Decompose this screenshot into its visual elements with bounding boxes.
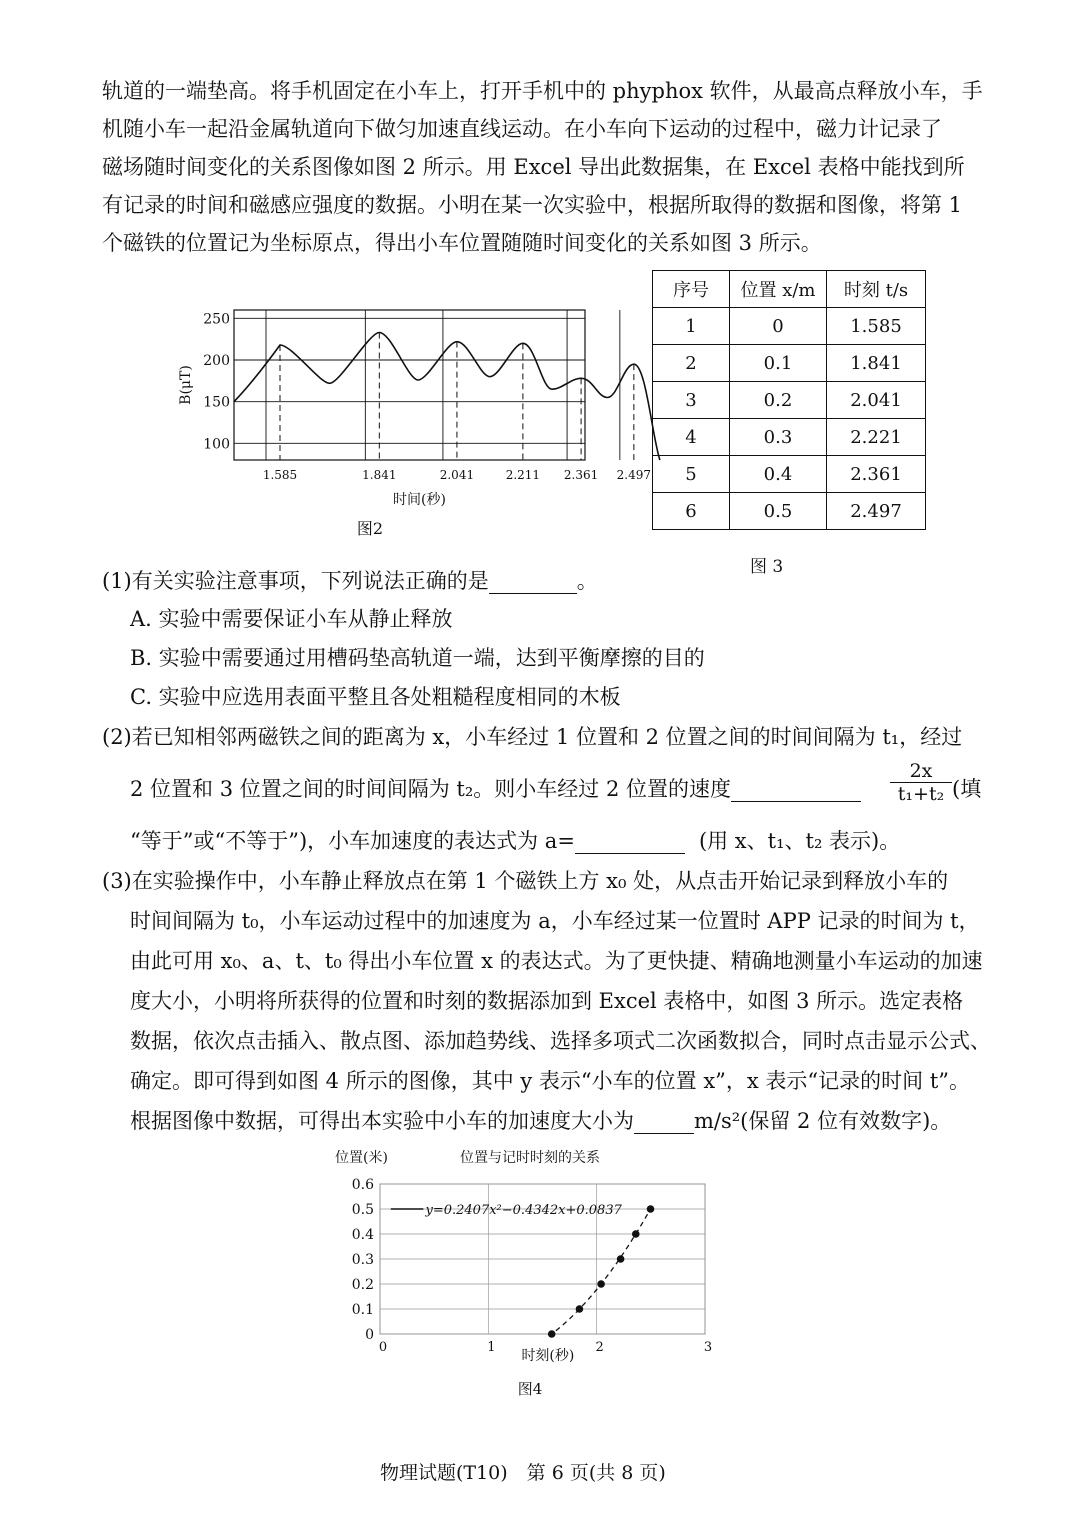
data-point (647, 1205, 655, 1213)
table-row (653, 382, 926, 419)
table-cell: 1.585 (827, 308, 926, 345)
q3-line-5: 数据，依次点击插入、散点图、添加趋势线、选择多项式二次函数拟合，同时点击显示公式、 (130, 1029, 991, 1053)
table-cell: 2 (653, 345, 730, 382)
q2-fraction-denominator: t₁+t₂ (897, 783, 945, 805)
table-header-cell: 位置 x/m (730, 271, 827, 308)
intro-line-5: 个磁铁的位置记为坐标原点，得出小车位置随随时间变化的关系如图 3 所示。 (102, 231, 822, 255)
q2-line-1: (2)若已知相邻两磁铁之间的距离为 x，小车经过 1 位置和 2 位置之间的时间间隔为 t₁，经过 (102, 725, 963, 749)
q3-line-2: 时间间隔为 t₀，小车运动过程中的加速度为 a，小车经过某一位置时 APP 记录的时间为 t， (130, 909, 980, 933)
x-axis-label: 时间(秒) (393, 492, 446, 508)
figure-2-plot (178, 310, 660, 508)
x-tick-label: 1.841 (362, 468, 397, 482)
y-tick-label: 0.6 (351, 1177, 374, 1193)
y-tick-label: 100 (203, 436, 230, 453)
q2-answer-blank-1 (731, 781, 861, 802)
q2-line-3-end: (用 x、t₁、t₂ 表示)。 (698, 829, 901, 853)
figure-2-caption: 图2 (356, 519, 384, 538)
data-point (632, 1230, 640, 1238)
x-tick-label: 1.585 (262, 468, 298, 482)
q1-stem (102, 568, 598, 594)
q1-option-a: A. 实验中需要保证小车从静止释放 (130, 607, 453, 631)
x-tick-label: 0 (378, 1340, 388, 1355)
table-cell: 1.841 (827, 345, 926, 382)
q3-line-4: 度大小，小明将所获得的位置和时刻的数据添加到 Excel 表格中，如图 3 所示。选定表格 (130, 989, 964, 1013)
chart-title: 位置与记时时刻的关系 (460, 1150, 600, 1166)
x-tick-label: 3 (703, 1340, 713, 1355)
x-tick-label: 2.497 (616, 468, 652, 482)
y-tick-label: 200 (203, 353, 230, 369)
table-cell: 0.4 (730, 456, 827, 493)
figure-3-caption: 图 3 (750, 557, 784, 577)
y-tick-label: 0.4 (351, 1227, 374, 1243)
q2-answer-blank-2 (575, 833, 685, 854)
q1-option-b: B. 实验中需要通过用槽码垫高轨道一端，达到平衡摩擦的目的 (130, 646, 705, 670)
q2-line-2 (130, 776, 861, 802)
trend-line (548, 1210, 650, 1334)
y-tick-label: 0 (365, 1327, 374, 1343)
intro-line-3: 磁场随时间变化的关系图像如图 2 所示。用 Excel 导出此数据集，在 Excel 表格中能找到所 (102, 155, 965, 179)
figure-4-caption: 图4 (517, 1380, 543, 1398)
y-tick-label: 0.3 (351, 1252, 374, 1268)
q3-line-7-text: 根据图像中数据，可得出本实验中小车的加速度大小为 (130, 1109, 634, 1133)
table-row (653, 493, 926, 530)
x-tick-label: 1 (487, 1340, 496, 1355)
table-row (653, 345, 926, 382)
table-cell: 2.221 (827, 419, 926, 456)
q3-answer-blank (634, 1113, 694, 1134)
table-cell: 2.497 (827, 493, 926, 530)
table-header-cell: 时刻 t/s (827, 271, 926, 308)
table-cell: 0 (730, 308, 827, 345)
trend-equation: y=0.2407x²−0.4342x+0.0837 (425, 1203, 622, 1218)
table-cell: 2.361 (827, 456, 926, 493)
data-point (597, 1280, 605, 1288)
table-header-cell: 序号 (653, 271, 730, 308)
q2-fill-hint: (填 (952, 777, 982, 801)
x-tick-label: 2.361 (563, 468, 599, 482)
y-tick-label: 150 (203, 394, 230, 411)
table-row (653, 419, 926, 456)
q3-line-3: 由此可用 x₀、a、t、t₀ 得出小车位置 x 的表达式。为了更快捷、精确地测量小车运动的加速 (130, 949, 983, 973)
q1-option-c: C. 实验中应选用表面平整且各处粗糙程度相同的木板 (130, 685, 621, 709)
x-tick-label: 2 (595, 1340, 604, 1355)
table-cell: 2.041 (827, 382, 926, 419)
q1-stem-end: 。 (576, 569, 598, 593)
y-tick-label: 250 (203, 311, 230, 328)
table-cell: 5 (653, 456, 730, 493)
table-cell: 1 (653, 308, 730, 345)
table-cell: 3 (653, 382, 730, 419)
q2-fraction (890, 760, 952, 805)
plot-frame (234, 310, 585, 460)
figure-4-plot (335, 1149, 712, 1364)
table-cell: 0.2 (730, 382, 827, 419)
x-axis-label: 时刻(秒) (521, 1348, 575, 1364)
q3-line-7-end: m/s²(保留 2 位有效数字)。 (694, 1109, 952, 1133)
table-cell: 0.1 (730, 345, 827, 382)
q3-line-7 (130, 1108, 951, 1134)
figure-2-chart (170, 300, 652, 540)
figure-3-table (652, 270, 926, 530)
intro-line-2: 机随小车一起沿金属轨道向下做匀加速直线运动。在小车向下运动的过程中，磁力计记录了 (102, 117, 942, 141)
page-footer: 物理试题(T10) 第 6 页(共 8 页) (380, 1462, 666, 1484)
table-header-row (653, 271, 926, 308)
table-row (653, 456, 926, 493)
x-tick-label: 2.211 (505, 468, 541, 482)
data-point (576, 1305, 584, 1313)
data-point (617, 1255, 625, 1263)
y-tick-label: 0.1 (351, 1302, 374, 1318)
y-tick-label: 0.2 (351, 1277, 374, 1293)
magnetic-field-curve (234, 333, 660, 461)
y-tick-label: 0.5 (351, 1202, 374, 1218)
q3-line-1: (3)在实验操作中，小车静止释放点在第 1 个磁铁上方 x₀ 处，从点击开始记录到释放小车的 (102, 869, 949, 893)
y-axis-label: 位置(米) (335, 1150, 388, 1166)
table-cell: 0.5 (730, 493, 827, 530)
intro-line-1: 轨道的一端垫高。将手机固定在小车上，打开手机中的 phyphox 软件，从最高点释放小车，手 (102, 79, 983, 103)
q2-line-3-text: “等于”或“不等于”)，小车加速度的表达式为 a= (130, 829, 575, 853)
table-cell: 4 (653, 419, 730, 456)
data-point (548, 1330, 556, 1338)
x-tick-label: 2.041 (439, 468, 475, 482)
q1-stem-text: (1)有关实验注意事项，下列说法正确的是 (102, 569, 489, 593)
q2-line-3 (130, 828, 900, 854)
intro-line-4: 有记录的时间和磁感应强度的数据。小明在某一次实验中，根据所取得的数据和图像，将第 1 (102, 193, 963, 217)
q3-line-6: 确定。即可得到如图 4 所示的图像，其中 y 表示“小车的位置 x”，x 表示“记录的时间 t”。 (130, 1069, 971, 1093)
q2-fraction-numerator: 2x (890, 760, 952, 783)
q2-line-2-text: 2 位置和 3 位置之间的时间间隔为 t₂。则小车经过 2 位置的速度 (130, 777, 731, 801)
table-row (653, 308, 926, 345)
table-cell: 0.3 (730, 419, 827, 456)
y-axis-label: B(μT) (178, 365, 194, 405)
q1-answer-blank (489, 573, 577, 594)
table-cell: 6 (653, 493, 730, 530)
figure-4-chart (330, 1140, 750, 1400)
